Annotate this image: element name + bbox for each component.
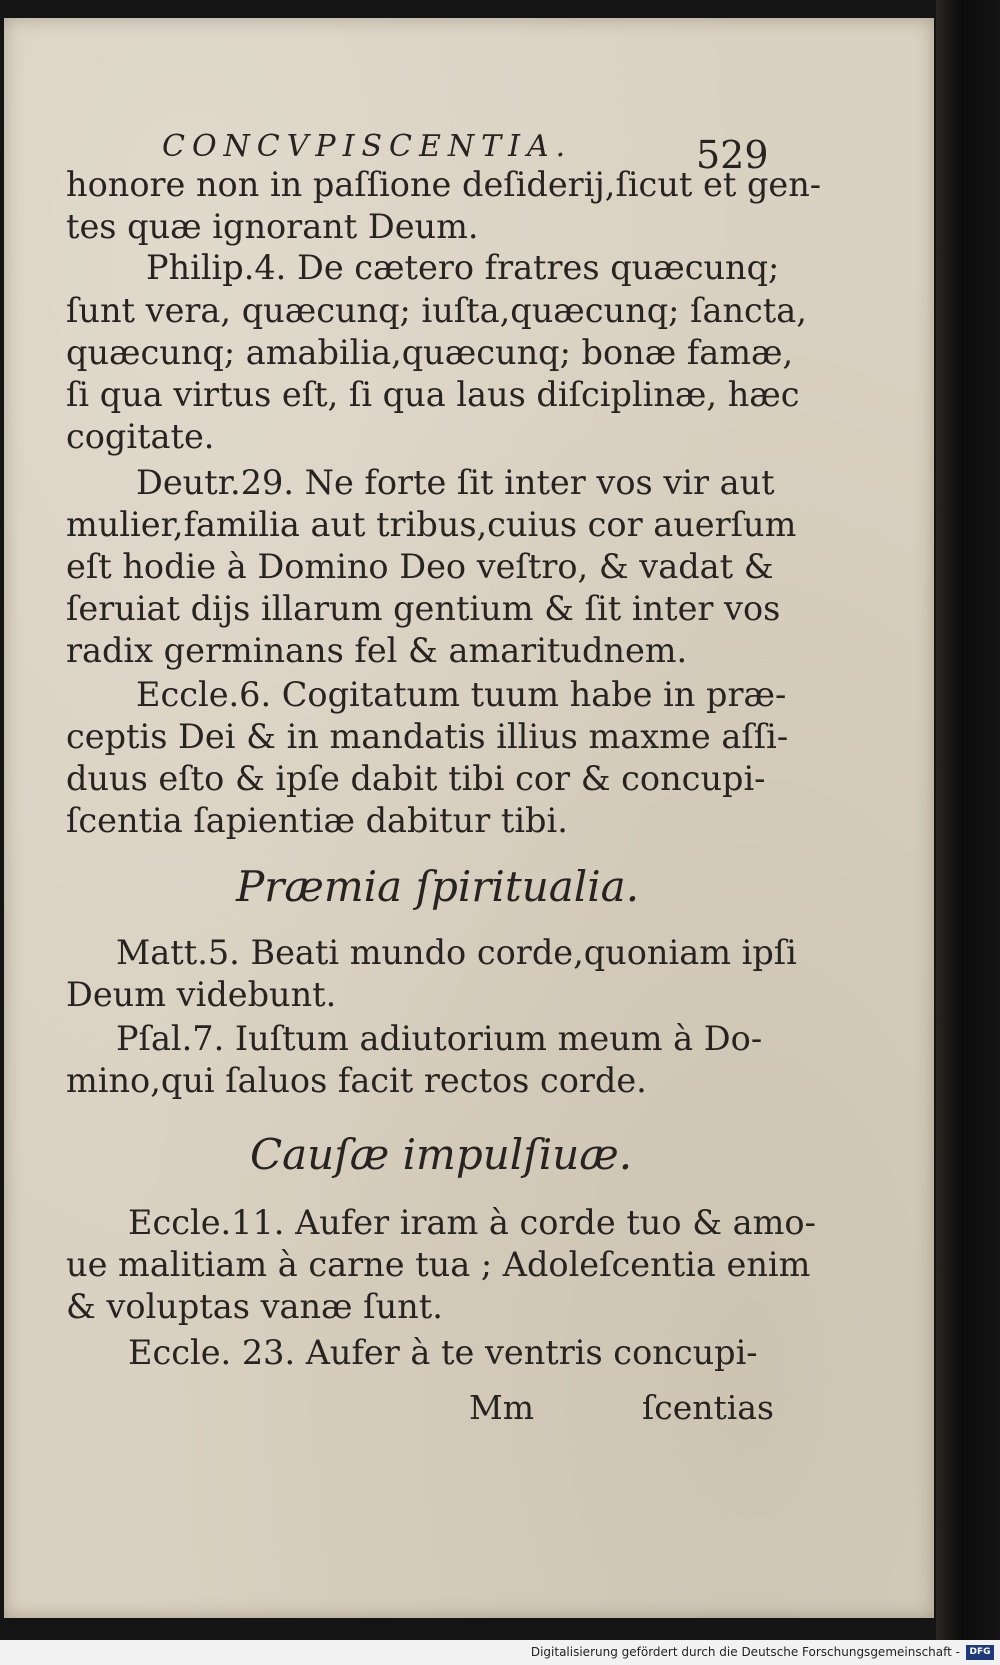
catchword: ſcentias (642, 1388, 774, 1427)
section-heading: Cauſæ impulſiuæ. (250, 1130, 633, 1179)
section-heading: Præmia ſpiritualia. (236, 862, 640, 911)
running-head: CONCVPISCENTIA. (162, 129, 573, 164)
footer-bar (0, 1640, 1000, 1665)
text-line: Eccle.6. Cogitatum tuum habe in præ- (136, 675, 787, 714)
text-line: mino,qui ſaluos facit rectos corde. (66, 1061, 647, 1100)
text-line: radix germinans fel & amaritudnem. (66, 631, 688, 670)
text-line: eſt hodie à Domino Deo veſtro, & vadat & (66, 547, 774, 586)
text-line: ſi qua virtus eſt, ſi qua laus diſciplinæ, hæc (66, 375, 800, 414)
text-line: quæcunq; amabilia,quæcunq; bonæ famæ, (66, 333, 794, 372)
text-line: ſeruiat dijs illarum gentium & ſit inter vos (66, 589, 781, 628)
text-line: tes quæ ignorant Deum. (66, 207, 479, 246)
text-line: Eccle.11. Aufer iram à corde tuo & amo- (128, 1203, 816, 1242)
text-line: honore non in paſſione deſiderij,ſicut et gen- (66, 165, 822, 204)
text-line: cogitate. (66, 417, 215, 456)
signature-mark: Mm (469, 1388, 535, 1427)
text-line: ſunt vera, quæcunq; iuſta,quæcunq; ſancta, (66, 291, 807, 330)
page-edge (936, 0, 1000, 1640)
text-line: Deutr.29. Ne forte ſit inter vos vir aut (136, 463, 775, 502)
text-line: & voluptas vanæ ſunt. (66, 1287, 443, 1326)
text-line: mulier,familia aut tribus,cuius cor auerſum (66, 505, 797, 544)
page-number: 529 (696, 133, 769, 177)
text-line: Eccle. 23. Aufer à te ventris concupi- (128, 1333, 758, 1372)
book-page (4, 18, 934, 1618)
text-line: ue malitiam à carne tua ; Adoleſcentia enim (66, 1245, 811, 1284)
text-line: ſcentia ſapientiæ dabitur tibi. (66, 801, 568, 840)
text-line: duus eſto & ipſe dabit tibi cor & concupi- (66, 759, 766, 798)
text-line: Pſal.7. Iuſtum adiutorium meum à Do- (116, 1019, 763, 1058)
text-line: Matt.5. Beati mundo corde,quoniam ipſi (116, 933, 797, 972)
attribution-text: Digitalisierung gefördert durch die Deutsche Forschungsgemeinschaft - (530, 1645, 960, 1659)
text-line: Deum videbunt. (66, 975, 337, 1014)
text-line: ceptis Dei & in mandatis illius maxme aſſi- (66, 717, 789, 756)
text-line: Philip.4. De cætero fratres quæcunq; (146, 248, 780, 287)
dfg-logo: DFG (966, 1645, 994, 1660)
